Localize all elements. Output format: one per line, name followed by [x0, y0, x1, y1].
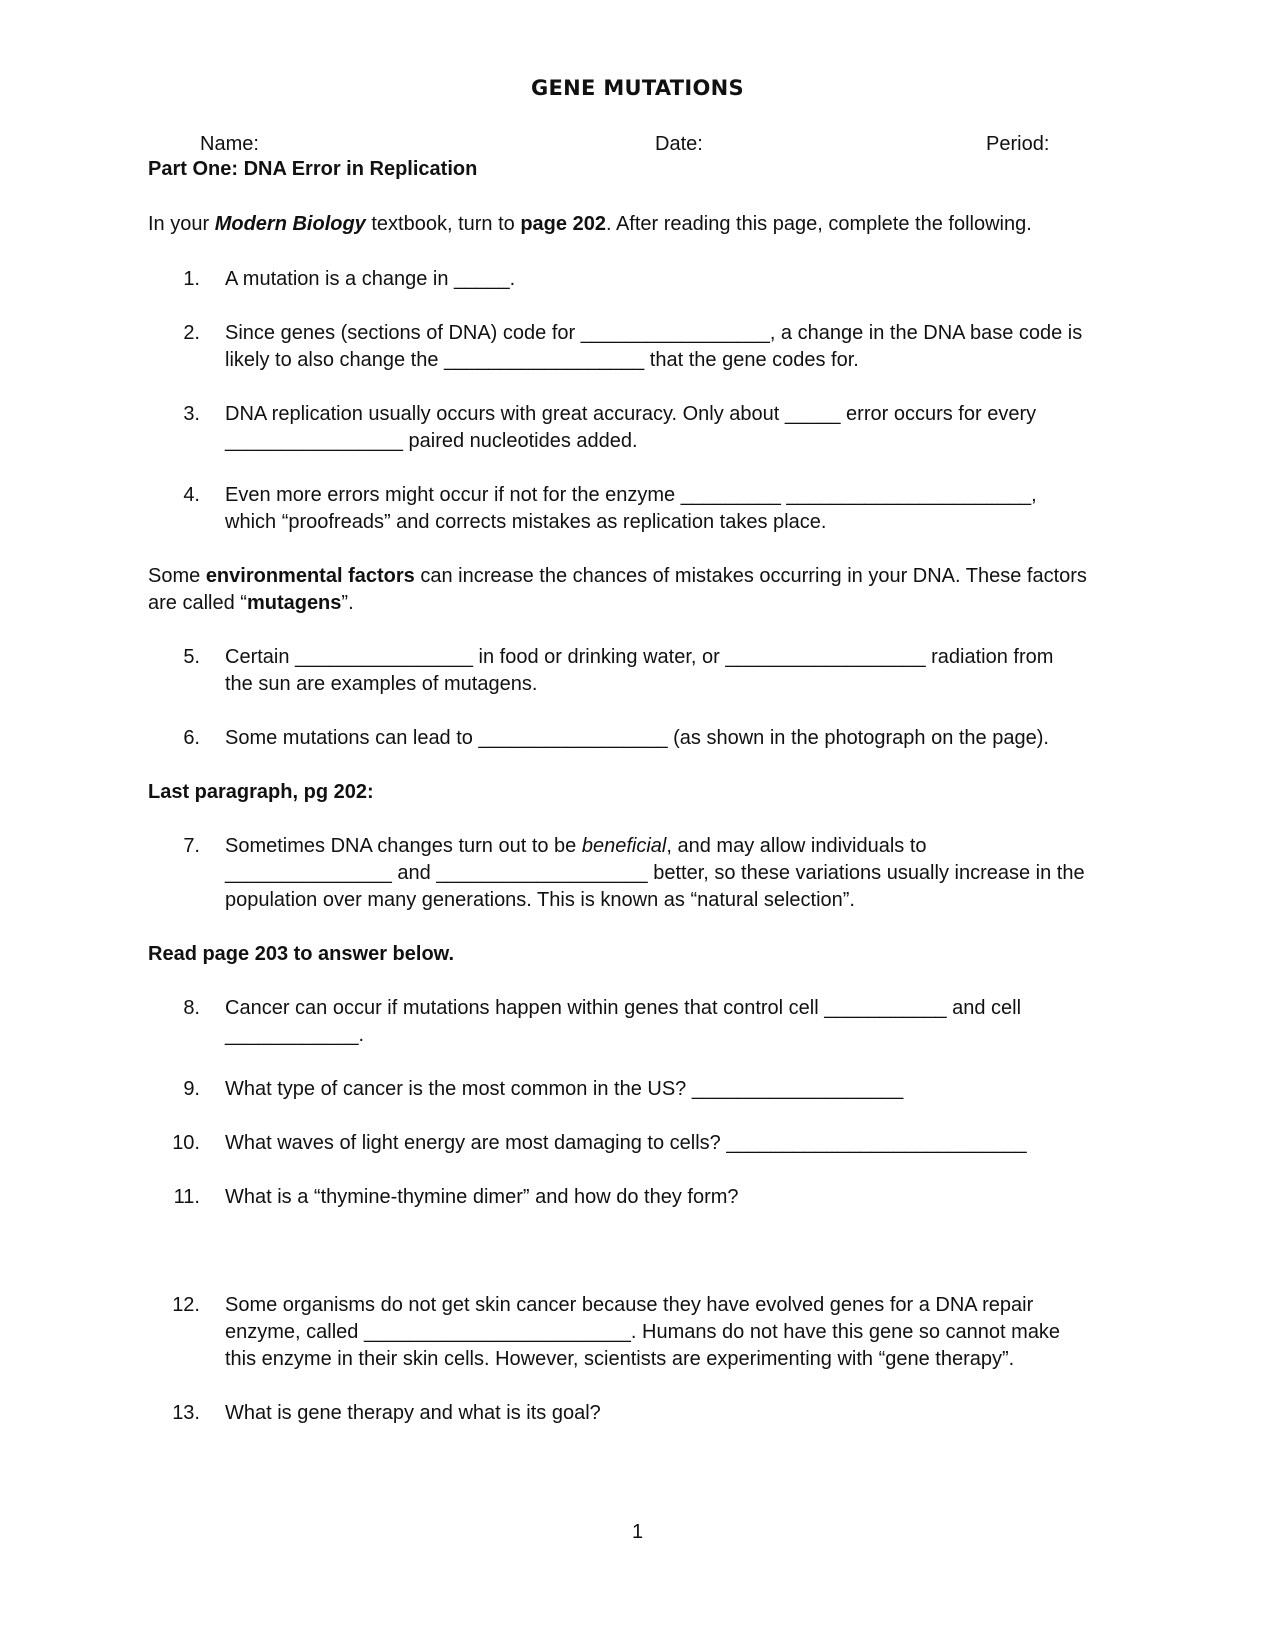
- question-7-line-3: population over many generations. This is known as “natural selection”.: [225, 889, 855, 911]
- question-number: 3.: [183, 403, 200, 425]
- question-8-line-2: ____________.: [225, 1024, 365, 1046]
- question-number: 12.: [172, 1294, 200, 1316]
- intro-text-1: In your: [148, 213, 215, 235]
- question-number: 4.: [183, 484, 200, 506]
- question-5-line-1: Certain ________________ in food or drinking water, or __________________ radiation from: [225, 646, 1054, 668]
- question-13-text: What is gene therapy and what is its goal?: [225, 1402, 601, 1424]
- env-term-environmental-factors: environmental factors: [205, 565, 415, 587]
- question-1-text: A mutation is a change in _____.: [225, 268, 516, 290]
- period-label: Period:: [986, 133, 1050, 155]
- question-number: 9.: [183, 1078, 200, 1100]
- date-label: Date:: [655, 133, 703, 155]
- last-paragraph-heading: Last paragraph, pg 202:: [148, 781, 374, 803]
- q7-term-beneficial: beneficial: [581, 835, 667, 857]
- question-3-line-1: DNA replication usually occurs with great accuracy. Only about _____ error occurs for every: [225, 403, 1037, 425]
- intro-page-ref: page 202: [520, 213, 606, 235]
- question-number: 8.: [183, 997, 200, 1019]
- question-12-line-3: this enzyme in their skin cells. However, scientists are experimenting with “gene therapy”.: [225, 1348, 1015, 1370]
- intro-text-3: . After reading this page, complete the following.: [605, 213, 1032, 235]
- q7-text-1: Sometimes DNA changes turn out to be: [225, 835, 582, 857]
- question-number: 6.: [183, 727, 200, 749]
- env-text-2: can increase the chances of mistakes occurring in your DNA. These factors: [414, 565, 1087, 587]
- name-label: Name:: [200, 133, 259, 155]
- intro-text-2: textbook, turn to: [365, 213, 521, 235]
- question-11-text: What is a “thymine-thymine dimer” and how do they form?: [225, 1186, 739, 1208]
- question-9-text: What type of cancer is the most common in the US? ___________________: [225, 1078, 904, 1100]
- env-term-mutagens: mutagens: [246, 592, 342, 614]
- question-4-line-1: Even more errors might occur if not for the enzyme _________ ______________________,: [225, 484, 1037, 506]
- question-number: 7.: [183, 835, 200, 857]
- env-paragraph-line-1: [148, 562, 1087, 590]
- question-5-line-2: the sun are examples of mutagens.: [225, 673, 538, 695]
- question-number: 2.: [183, 322, 200, 344]
- question-number: 13.: [172, 1402, 200, 1424]
- question-number: 5.: [183, 646, 200, 668]
- question-number: 11.: [173, 1186, 200, 1208]
- question-4-line-2: which “proofreads” and corrects mistakes as replication takes place.: [225, 511, 827, 533]
- question-2-line-1: Since genes (sections of DNA) code for _________________, a change in the DNA base code is: [225, 322, 1083, 344]
- question-number: 1.: [183, 268, 200, 290]
- question-number: 10.: [172, 1132, 200, 1154]
- question-12-line-2: enzyme, called ________________________. Humans do not have this gene so cannot make: [225, 1321, 1061, 1343]
- question-7-line-2: _______________ and ___________________ better, so these variations usually increase in the: [225, 862, 1085, 884]
- question-7-line-1: [225, 832, 927, 860]
- env-text-4: ”.: [341, 592, 354, 614]
- intro-book-title: Modern Biology: [214, 213, 366, 235]
- page-title: GENE MUTATIONS: [531, 76, 744, 100]
- question-8-line-1: Cancer can occur if mutations happen within genes that control cell ___________ and cell: [225, 997, 1022, 1019]
- question-10-text: What waves of light energy are most damaging to cells? ___________________________: [225, 1132, 1027, 1154]
- question-2-line-2: likely to also change the __________________ that the gene codes for.: [225, 349, 859, 371]
- question-3-line-2: ________________ paired nucleotides added.: [225, 430, 638, 452]
- q7-text-2: , and may allow individuals to: [666, 835, 927, 857]
- question-12-line-1: Some organisms do not get skin cancer because they have evolved genes for a DNA repair: [225, 1294, 1034, 1316]
- page-number: 1: [631, 1521, 644, 1543]
- read-page-heading: Read page 203 to answer below.: [148, 943, 455, 965]
- question-6-text: Some mutations can lead to _________________ (as shown in the photograph on the page).: [225, 727, 1049, 749]
- intro-paragraph: [148, 210, 1032, 238]
- env-text-3: are called “: [148, 592, 247, 614]
- env-text-1: Some: [148, 565, 206, 587]
- part-one-heading: Part One: DNA Error in Replication: [148, 158, 478, 180]
- env-paragraph-line-2: [148, 589, 354, 617]
